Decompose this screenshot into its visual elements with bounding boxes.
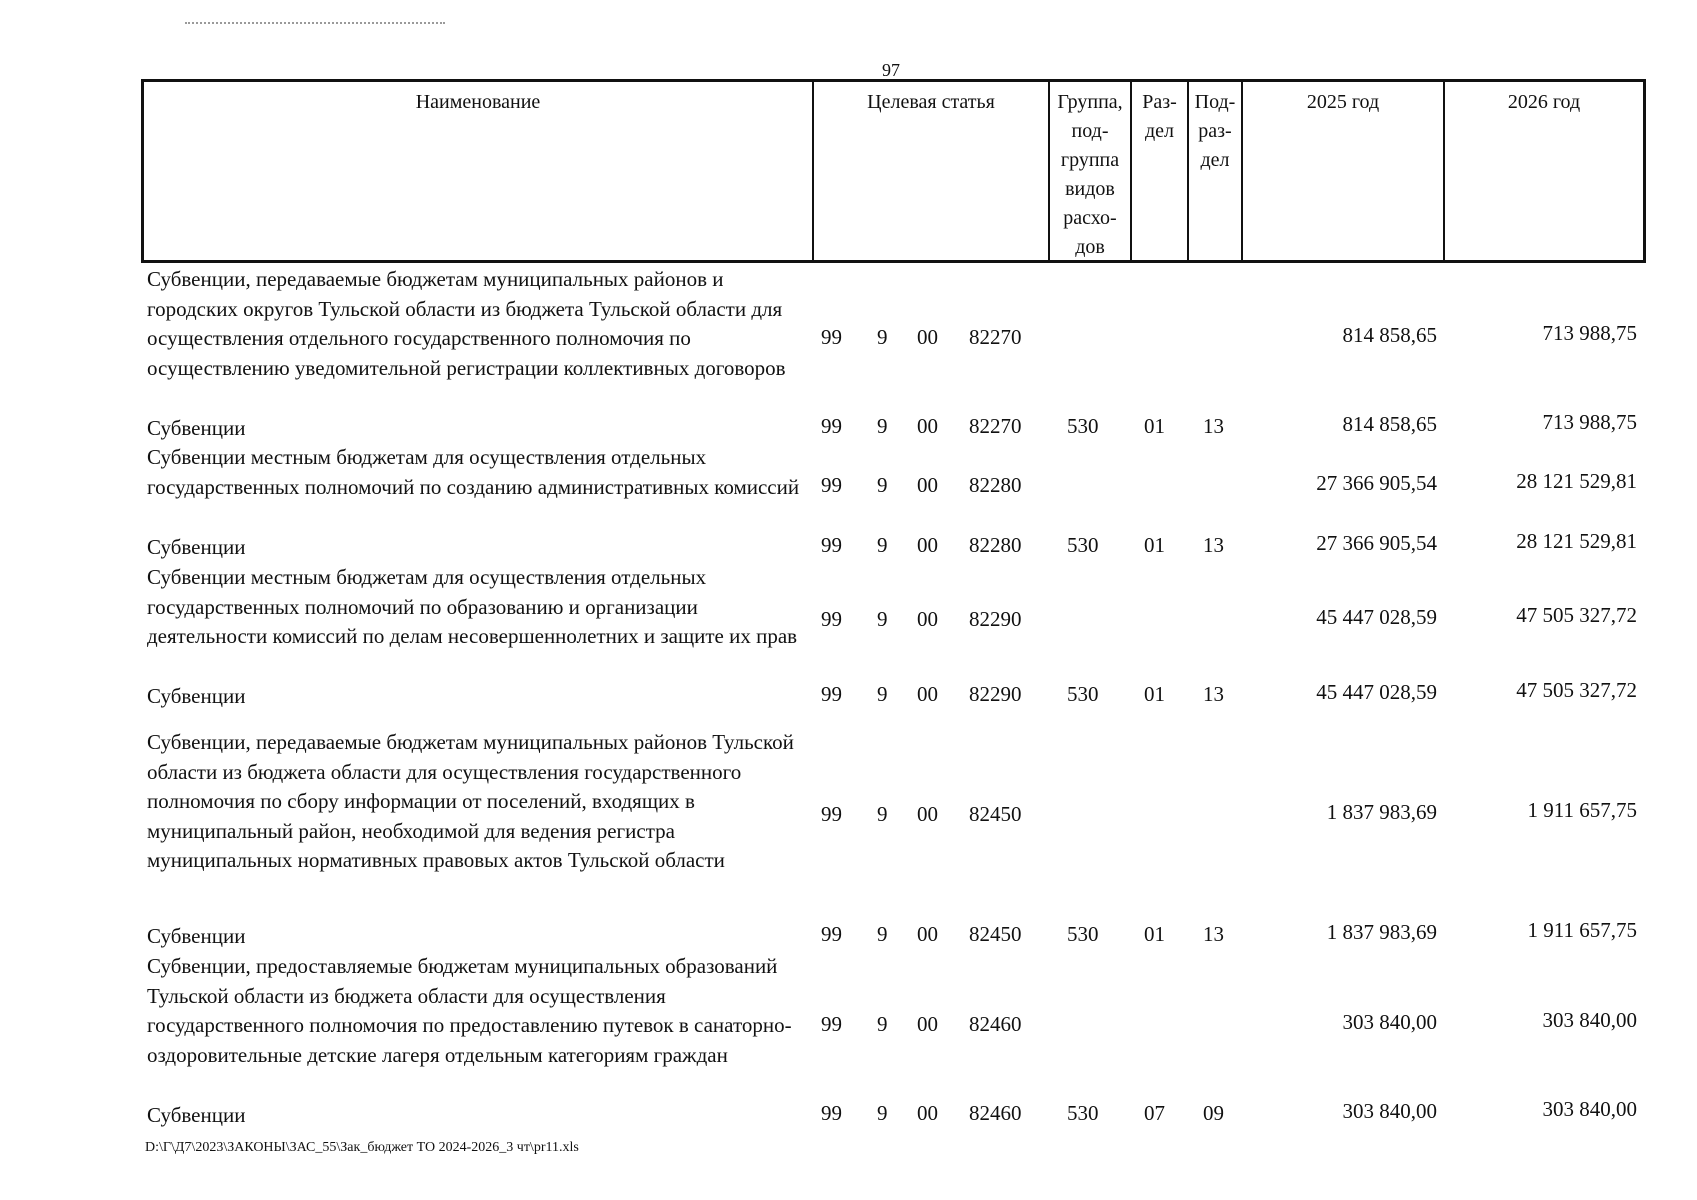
code-subprogram: 9 [877, 802, 888, 826]
code-direction: 82280 [969, 473, 1022, 497]
value-2025: 1 837 983,69 [1326, 920, 1437, 944]
code-event: 00 [917, 922, 938, 946]
code-direction: 82290 [969, 607, 1022, 631]
value-2026: 47 505 327,72 [1516, 678, 1637, 702]
header-2026: 2026 год [1507, 91, 1581, 113]
subsection: 13 [1203, 922, 1224, 946]
value-2026: 303 840,00 [1542, 1008, 1637, 1032]
expense-group: 530 [1067, 533, 1099, 557]
code-program: 99 [821, 682, 842, 706]
code-subprogram: 9 [877, 325, 888, 349]
value-2026: 1 911 657,75 [1527, 798, 1637, 822]
table-row [147, 918, 1647, 952]
code-program: 99 [821, 607, 842, 631]
row-name: Субвенции местным бюджетам для осуществления отдельных государственных полномочий по образованию и организации деятельности комиссий по делам несовершеннолетних и защите их прав [147, 565, 798, 648]
code-program: 99 [821, 922, 842, 946]
row-name: Субвенции [147, 535, 246, 559]
value-2025: 1 837 983,69 [1326, 800, 1437, 824]
scan-artifact [185, 22, 445, 26]
subsection: 13 [1203, 682, 1224, 706]
code-subprogram: 9 [877, 607, 888, 631]
subsection: 13 [1203, 533, 1224, 557]
value-2026: 28 121 529,81 [1516, 469, 1637, 493]
code-direction: 82280 [969, 533, 1022, 557]
expense-group: 530 [1067, 1101, 1099, 1125]
expense-group: 530 [1067, 682, 1099, 706]
header-section: Раз- дел [1132, 82, 1189, 260]
value-2026: 1 911 657,75 [1527, 918, 1637, 942]
code-program: 99 [821, 802, 842, 826]
code-program: 99 [821, 533, 842, 557]
header-2025: 2025 год [1243, 82, 1445, 260]
row-name: Субвенции [147, 684, 246, 708]
code-subprogram: 9 [877, 682, 888, 706]
value-2026: 713 988,75 [1542, 321, 1637, 345]
code-event: 00 [917, 473, 938, 497]
table-row [147, 728, 1647, 908]
code-direction: 82460 [969, 1101, 1022, 1125]
header-group: Группа, под- группа видов расхо- дов [1050, 82, 1132, 260]
subsection: 09 [1203, 1101, 1224, 1125]
subsection: 13 [1203, 414, 1224, 438]
value-2025: 303 840,00 [1342, 1010, 1437, 1034]
table-row [147, 563, 1647, 683]
code-subprogram: 9 [877, 473, 888, 497]
code-event: 00 [917, 414, 938, 438]
file-path-footer: D:\Г\Д7\2023\ЗАКОНЫ\ЗАС_55\Зак_бюджет ТО 2024-2026_3 чт\pr11.xls [145, 1140, 579, 1155]
value-2026: 28 121 529,81 [1516, 529, 1637, 553]
code-program: 99 [821, 1101, 842, 1125]
header-target-article: Целевая статья [814, 82, 1050, 260]
code-direction: 82450 [969, 922, 1022, 946]
code-subprogram: 9 [877, 922, 888, 946]
code-subprogram: 9 [877, 1012, 888, 1036]
code-program: 99 [821, 473, 842, 497]
header-name: Наименование [144, 82, 814, 260]
code-program: 99 [821, 325, 842, 349]
value-2025: 45 447 028,59 [1316, 605, 1437, 629]
row-name: Субвенции [147, 924, 246, 948]
code-event: 00 [917, 325, 938, 349]
section: 01 [1144, 682, 1165, 706]
expense-group: 530 [1067, 922, 1099, 946]
section: 01 [1144, 922, 1165, 946]
row-name: Субвенции, передаваемые бюджетам муниципальных районов и городских округов Тульской области из бюджета Тульской области для осуществления отдельного государственного полномочия по осуществлению уведомительной регистрации коллективных договоров [147, 267, 786, 380]
table-row [147, 1097, 1647, 1131]
section: 01 [1144, 533, 1165, 557]
value-2025: 303 840,00 [1342, 1099, 1437, 1123]
value-2026: 303 840,00 [1542, 1097, 1637, 1121]
row-name: Субвенции [147, 416, 246, 440]
row-name: Субвенции [147, 1103, 246, 1127]
header-subsection: Под- раз- дел [1189, 82, 1243, 260]
code-event: 00 [917, 802, 938, 826]
expense-group: 530 [1067, 414, 1099, 438]
value-2025: 814 858,65 [1342, 412, 1437, 436]
row-name: Субвенции, предоставляемые бюджетам муниципальных образований Тульской области из бюджета области для осуществления государственного полномочия по предоставлению путевок в санаторно-оздоровительные детские лагеря отдельным категориям граждан [147, 954, 792, 1067]
table-row [147, 529, 1647, 563]
value-2025: 27 366 905,54 [1316, 531, 1437, 555]
code-direction: 82290 [969, 682, 1022, 706]
code-subprogram: 9 [877, 1101, 888, 1125]
code-subprogram: 9 [877, 533, 888, 557]
value-2026: 47 505 327,72 [1516, 603, 1637, 627]
table-row [147, 443, 1647, 533]
code-event: 00 [917, 1012, 938, 1036]
code-event: 00 [917, 533, 938, 557]
code-subprogram: 9 [877, 414, 888, 438]
value-2025: 45 447 028,59 [1316, 680, 1437, 704]
section: 07 [1144, 1101, 1165, 1125]
table-header [141, 79, 1646, 263]
code-direction: 82450 [969, 802, 1022, 826]
code-program: 99 [821, 414, 842, 438]
code-event: 00 [917, 607, 938, 631]
code-direction: 82460 [969, 1012, 1022, 1036]
table-row [147, 265, 1647, 415]
value-2026: 713 988,75 [1542, 410, 1637, 434]
code-program: 99 [821, 1012, 842, 1036]
page-number: 97 [882, 60, 900, 80]
value-2025: 814 858,65 [1342, 323, 1437, 347]
code-direction: 82270 [969, 414, 1022, 438]
code-direction: 82270 [969, 325, 1022, 349]
row-name: Субвенции местным бюджетам для осуществления отдельных государственных полномочий по созданию административных комиссий [147, 445, 800, 499]
code-event: 00 [917, 1101, 938, 1125]
table-row [147, 410, 1647, 444]
value-2025: 27 366 905,54 [1316, 471, 1437, 495]
section: 01 [1144, 414, 1165, 438]
row-name: Субвенции, передаваемые бюджетам муниципальных районов Тульской области из бюджета области для осуществления государственного полномочия по сбору информации от поселений, входящих в муниципальный район, необходимой для ведения регистра муниципальных нормативных правовых актов Тульской области [147, 730, 794, 872]
table-row [147, 952, 1647, 1102]
table-row [147, 678, 1647, 712]
code-event: 00 [917, 682, 938, 706]
